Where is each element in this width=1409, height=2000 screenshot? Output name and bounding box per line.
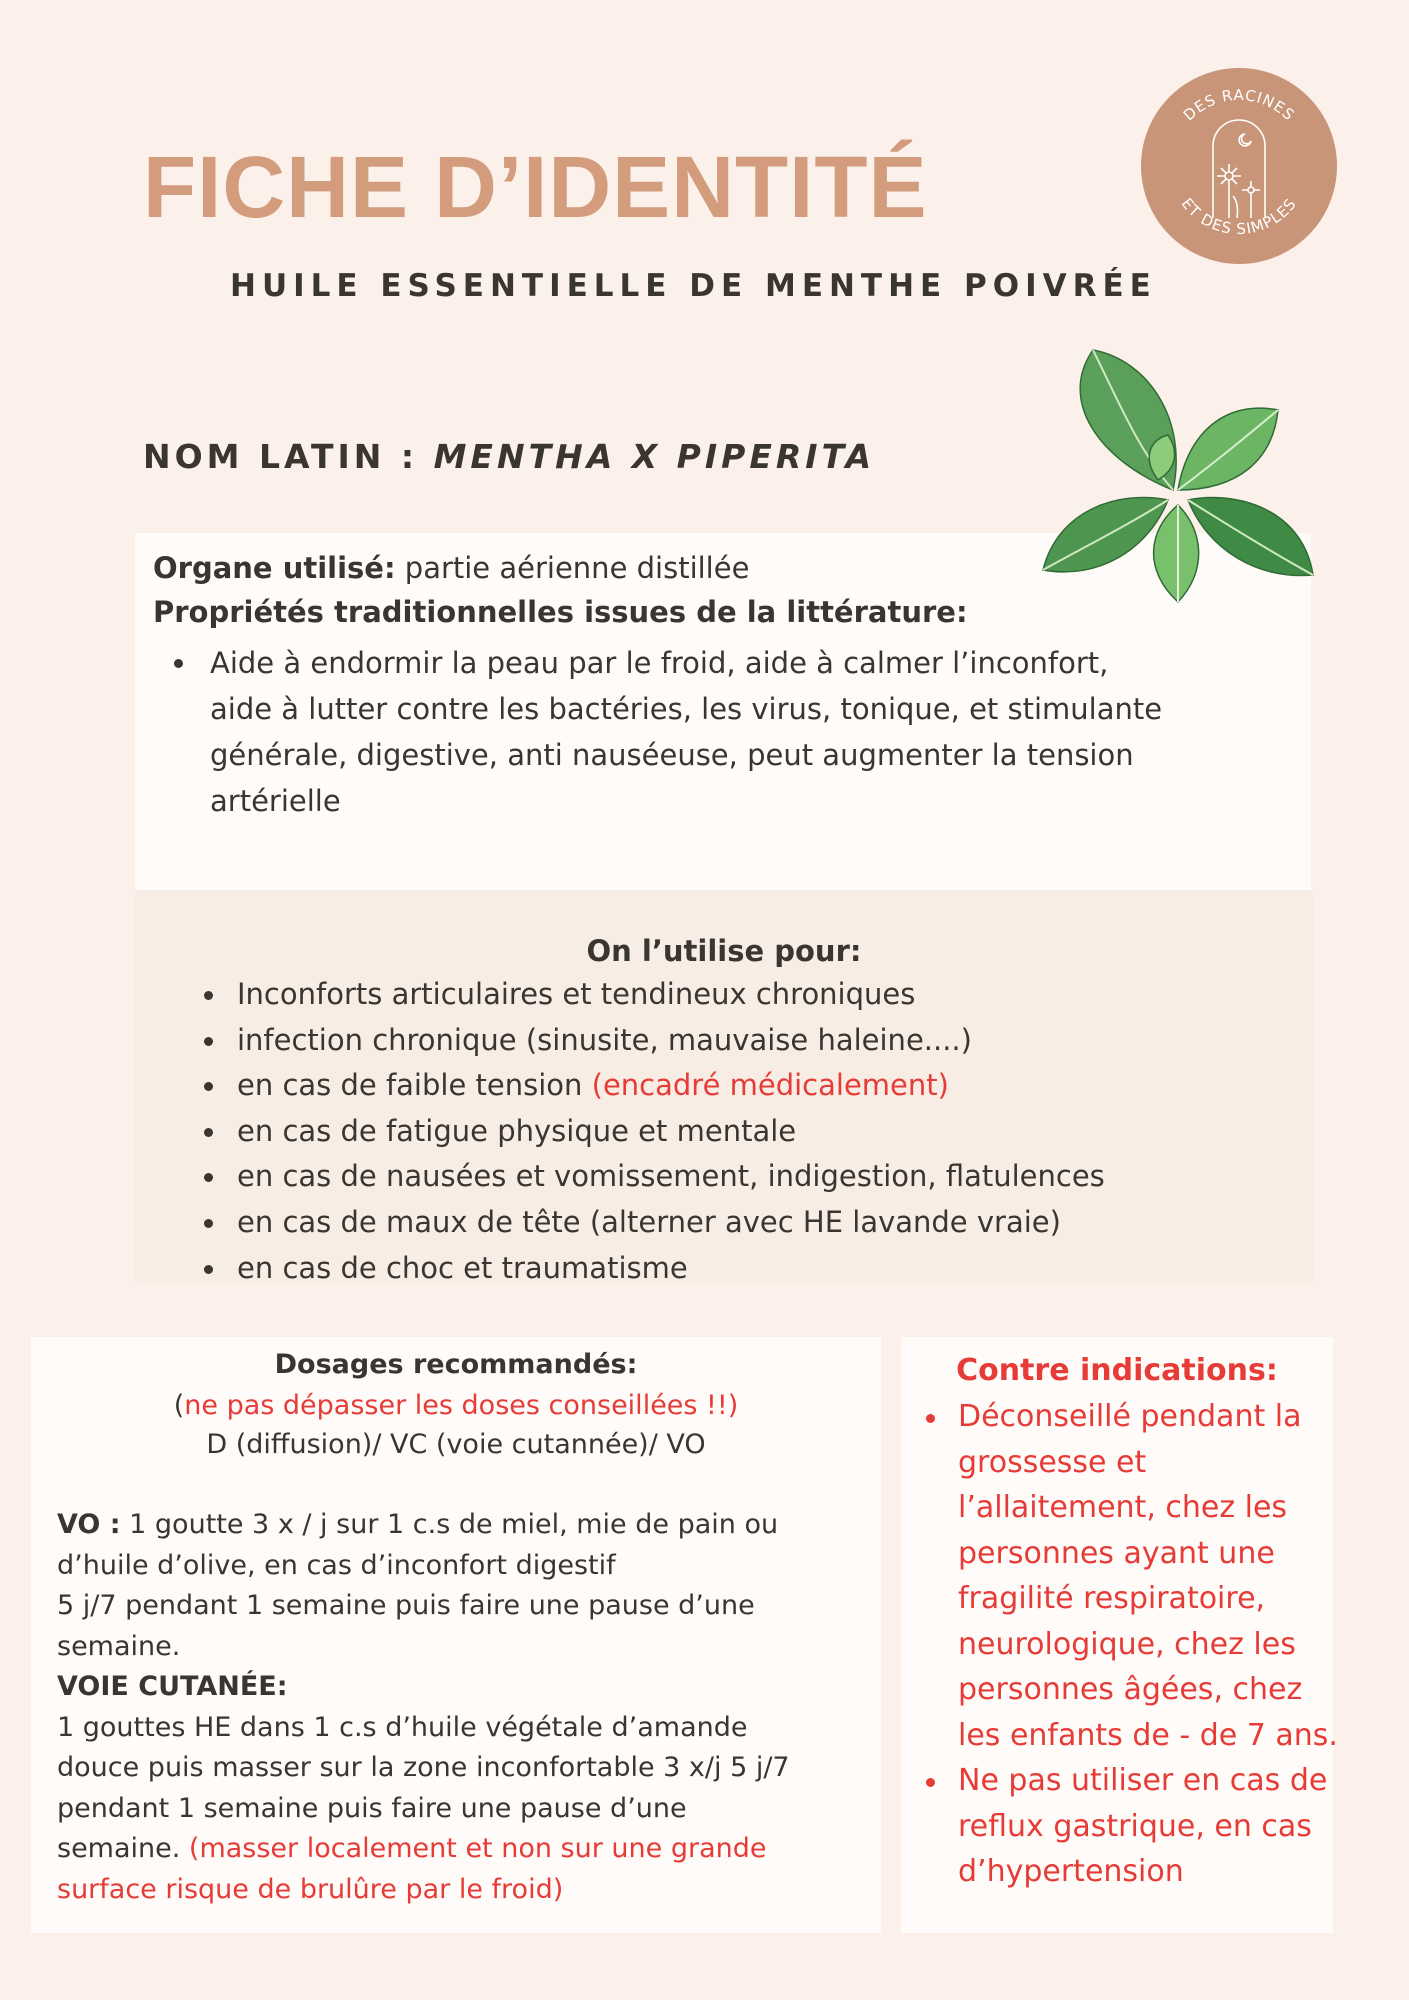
brand-logo bbox=[1141, 68, 1337, 264]
contra-line: l’allaitement, chez les bbox=[958, 1490, 1288, 1525]
vc-warning: (masser localement et non sur une grande bbox=[188, 1833, 767, 1864]
page-title: FICHE D’IDENTITÉ bbox=[143, 139, 928, 236]
dosage-body bbox=[57, 1505, 857, 1910]
vc-line: 1 gouttes HE dans 1 c.s d’huile végétale d’amande bbox=[57, 1711, 748, 1743]
page-subtitle: HUILE ESSENTIELLE DE MENTHE POIVRÉE bbox=[230, 268, 1157, 304]
list-item: infection chronique (sinusite, mauvaise haleine....) bbox=[135, 1018, 1105, 1064]
contraindications-title: Contre indications: bbox=[956, 1353, 1278, 1388]
contra-line: personnes âgées, chez bbox=[958, 1672, 1303, 1707]
vc-line: semaine. bbox=[57, 1833, 189, 1864]
vo-line: semaine. bbox=[57, 1630, 181, 1662]
contra-line: Ne pas utiliser en cas de bbox=[958, 1763, 1328, 1798]
mint-leaves-illustration bbox=[1038, 340, 1318, 610]
organ-label: Organe utilisé: bbox=[153, 551, 396, 585]
svg-text:DES RACINES bbox=[1180, 86, 1299, 124]
list-item: en cas de fatigue physique et mentale bbox=[135, 1109, 1105, 1155]
properties-heading bbox=[153, 595, 968, 629]
vo-line: 1 goutte 3 x / j sur 1 c.s de miel, mie de pain ou bbox=[120, 1509, 779, 1540]
uses-list bbox=[135, 972, 1105, 1291]
list-item bbox=[901, 1758, 1338, 1895]
logo-text-bottom: ET DES SIMPLES bbox=[1177, 194, 1301, 239]
logo-graphic bbox=[1141, 68, 1337, 264]
latin-name bbox=[143, 437, 875, 476]
contraindications-card bbox=[901, 1337, 1338, 1933]
properties-heading-text: Propriétés traditionnelles issues de la littérature: bbox=[153, 595, 968, 629]
dosage-card bbox=[31, 1337, 881, 1933]
dosage-warning bbox=[31, 1390, 881, 1421]
contraindications-list bbox=[901, 1394, 1338, 1895]
vc-line: douce puis masser sur la zone inconfortable 3 x/j 5 j/7 bbox=[57, 1752, 790, 1783]
list-item bbox=[135, 1063, 1105, 1109]
list-item: en cas de nausées et vomissement, indigestion, flatulences bbox=[135, 1154, 1105, 1200]
vo-line: d’huile d’olive, en cas d’inconfort digestif bbox=[57, 1549, 616, 1581]
list-item: Inconforts articulaires et tendineux chroniques bbox=[135, 972, 1105, 1018]
properties-item bbox=[135, 640, 1280, 824]
properties-line: générale, digestive, anti nauséeuse, peut augmenter la tension bbox=[210, 738, 1134, 772]
contra-line: personnes ayant une bbox=[958, 1535, 1275, 1571]
list-item: en cas de maux de tête (alterner avec HE lavande vraie) bbox=[135, 1200, 1105, 1246]
latin-value: MENTHA X PIPERITA bbox=[433, 437, 876, 476]
svg-text:ET DES SIMPLES bbox=[1178, 195, 1300, 238]
properties-line: Aide à endormir la peau par le froid, aide à calmer l’inconfort, bbox=[210, 646, 1109, 680]
vc-label: VOIE CUTANÉE: bbox=[57, 1671, 288, 1702]
dosage-title: Dosages recommandés: bbox=[274, 1349, 638, 1380]
contra-line: d’hypertension bbox=[958, 1854, 1184, 1889]
contra-line: Déconseillé pendant la bbox=[958, 1399, 1302, 1434]
flowers-arch-icon bbox=[1213, 120, 1265, 218]
contra-line: grossesse et bbox=[958, 1444, 1147, 1480]
contra-line: les enfants de - de 7 ans. bbox=[958, 1717, 1338, 1753]
medical-note: (encadré médicalement) bbox=[591, 1068, 949, 1103]
uses-heading: On l’utilise pour: bbox=[586, 934, 862, 968]
contra-line: neurologique, chez les bbox=[958, 1626, 1296, 1662]
list-item bbox=[901, 1394, 1338, 1758]
properties-list bbox=[135, 640, 1280, 824]
warning-paren: ( bbox=[173, 1390, 185, 1421]
uses-card bbox=[135, 890, 1313, 1283]
latin-label: NOM LATIN : bbox=[143, 437, 434, 476]
vc-warning: surface risque de brulûre par le froid) bbox=[57, 1873, 564, 1905]
dosage-modes: D (diffusion)/ VC (voie cutannée)/ VO bbox=[206, 1429, 706, 1460]
organ-value: partie aérienne distillée bbox=[395, 551, 750, 585]
properties-line: artérielle bbox=[210, 784, 341, 818]
organ-line bbox=[153, 551, 749, 585]
contra-line: reflux gastrique, en cas bbox=[958, 1808, 1312, 1844]
vc-line: pendant 1 semaine puis faire une pause d’une bbox=[57, 1792, 687, 1824]
list-item-text: en cas de faible tension bbox=[237, 1068, 592, 1103]
list-item: en cas de choc et traumatisme bbox=[135, 1246, 1105, 1292]
contra-line: fragilité respiratoire, bbox=[958, 1581, 1266, 1616]
logo-text-top: DES RACINES bbox=[1179, 85, 1299, 125]
vo-label: VO : bbox=[57, 1509, 121, 1540]
vo-line: 5 j/7 pendant 1 semaine puis faire une pause d’une bbox=[57, 1590, 755, 1621]
warning-text: ne pas dépasser les doses conseillées !!) bbox=[184, 1390, 739, 1421]
properties-line: aide à lutter contre les bactéries, les virus, tonique, et stimulante bbox=[210, 692, 1163, 726]
